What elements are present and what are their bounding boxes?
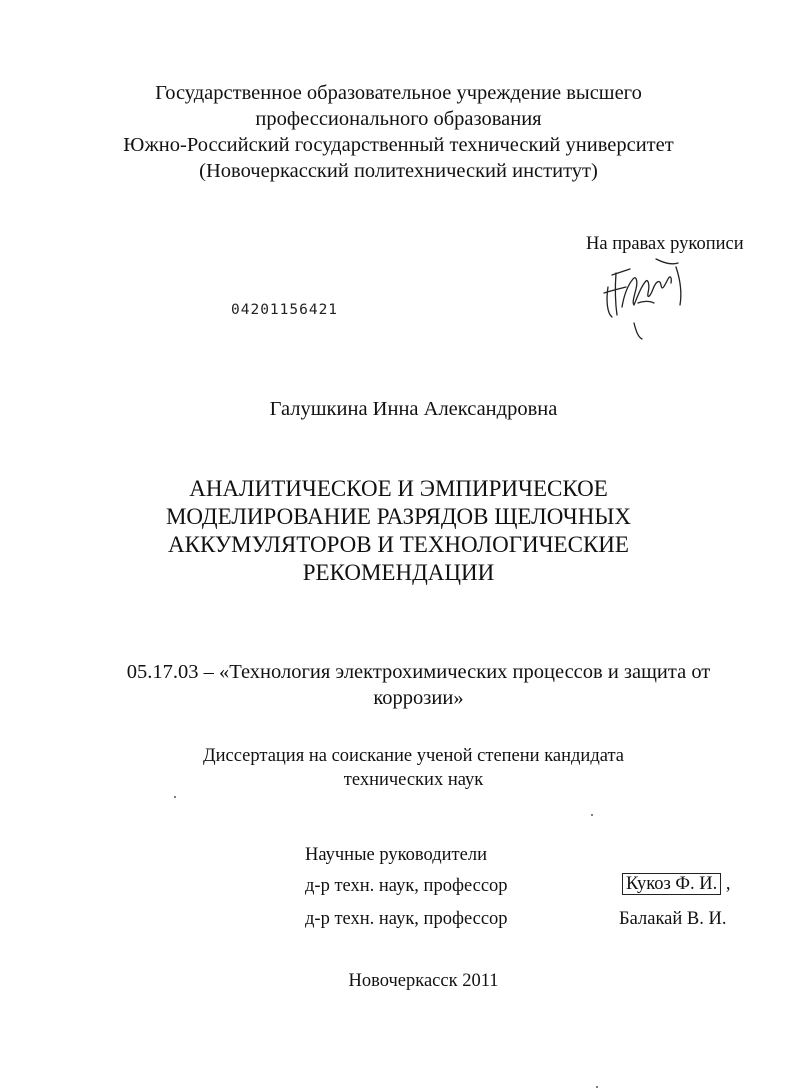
author-name: Галушкина Инна Александровна — [269, 398, 558, 420]
rights-note: На правах рукописи — [586, 234, 744, 254]
dissertation-title — [0, 475, 797, 587]
institution-header — [0, 80, 797, 184]
supervisor-name-suffix: , — [721, 874, 731, 894]
handwritten-signature — [598, 245, 690, 343]
scan-speck — [174, 796, 176, 798]
institution-line: Государственное образовательное учреждение высшего — [155, 82, 642, 104]
title-line: АНАЛИТИЧЕСКОЕ И ЭМПИРИЧЕСКОЕ — [189, 476, 608, 501]
specialty-line: 05.17.03 – «Технология электрохимических процессов и защита от — [126, 661, 711, 683]
degree-line: технических наук — [343, 770, 484, 790]
institution-line: (Новочеркасский политехнический институт) — [199, 160, 598, 182]
degree-line: Диссертация на соискание ученой степени кандидата — [203, 746, 624, 766]
supervisor-name: Балакай В. И. — [619, 909, 727, 929]
supervisors-heading: Научные руководители — [305, 845, 487, 865]
title-line: МОДЕЛИРОВАНИЕ РАЗРЯДОВ ЩЕЛОЧНЫХ — [165, 504, 632, 529]
supervisor-name — [622, 874, 731, 895]
institution-line: Южно-Российский государственный технический университет — [123, 134, 674, 156]
specialty-line: коррозии» — [373, 687, 464, 709]
supervisor-degree: д-р техн. наук, профессор — [305, 876, 508, 896]
barcode-number: 04201156421 — [231, 302, 339, 318]
specialty-code — [0, 659, 797, 711]
title-line: РЕКОМЕНДАЦИИ — [302, 560, 495, 585]
institution-line: профессионального образования — [255, 108, 542, 130]
supervisor-name-text: Кукоз Ф. И. — [622, 873, 721, 895]
degree-statement — [0, 744, 797, 792]
scan-speck — [591, 814, 593, 816]
city-year: Новочеркасск 2011 — [348, 971, 499, 991]
title-line: АККУМУЛЯТОРОВ И ТЕХНОЛОГИЧЕСКИЕ — [168, 532, 629, 557]
supervisor-degree: д-р техн. наук, профессор — [305, 909, 508, 929]
scan-speck — [596, 1086, 598, 1088]
